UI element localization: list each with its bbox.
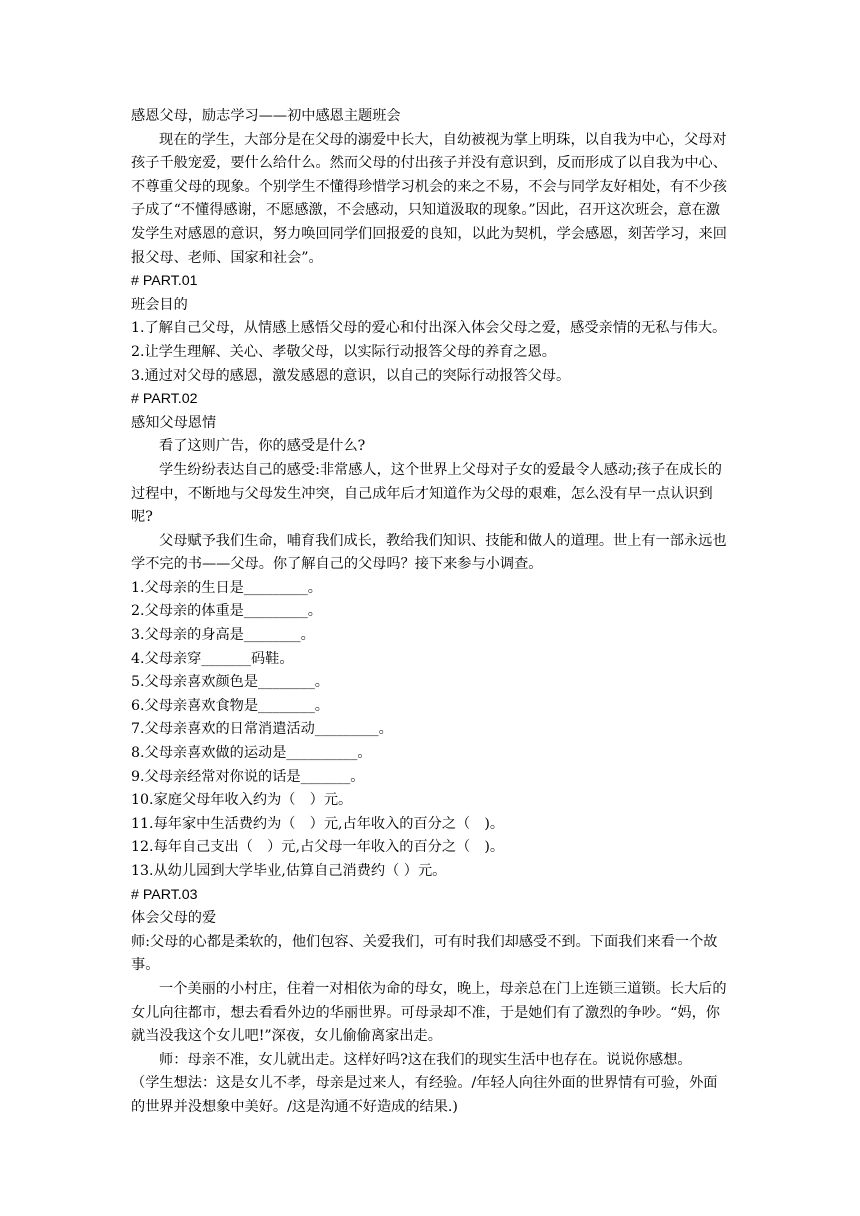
survey-item: 12.每年自己支出（ ）元,占父母一年收入的百分之（ )。: [131, 839, 505, 856]
objective-item: 2.让学生理解、关心、孝敬父母，以实际行动报答父母的养育之恩。: [131, 343, 556, 360]
survey-item: 8.父母亲喜欢做的运动是__________。: [131, 745, 372, 762]
part3-heading: # PART.03: [131, 886, 198, 903]
part2-paragraph-3: 父母赋予我们生命，哺育我们成长，教给我们知识、技能和做人的道理。世上有一部永远也学不完的书——父母。你了解自己的父母吗？接下来参与小调查。: [131, 532, 727, 573]
part2-paragraph-2: 学生纷纷表达自己的感受:非常感人，这个世界上父母对子女的爱最令人感动;孩子在成长的过程中，不断地与父母发生冲突，自己成年后才知道作为父母的艰难，怎么没有早一点认识到呢?: [131, 461, 722, 526]
part2-subheading: 感知父母恩情: [131, 414, 217, 431]
survey-item: 4.父母亲穿_______码鞋。: [131, 650, 294, 667]
document-title: 感恩父母，励志学习——初中感恩主题班会: [131, 108, 401, 124]
document-body: [131, 105, 731, 1120]
survey-item: 5.父母亲喜欢颜色是________。: [131, 674, 329, 691]
objective-item: 1.了解自己父母，从情感上感悟父母的爱心和付出深入体会父母之爱，感受亲情的无私与伟大。: [131, 320, 727, 337]
objective-item: 3.通过对父母的感恩，激发感恩的意识，以自己的突际行动报答父母。: [131, 367, 571, 384]
survey-item: 11.每年家中生活费约为（ ）元,占年收入的百分之（ )。: [131, 815, 505, 832]
intro-paragraph: 现在的学生，大部分是在父母的溺爱中长大，自幼被视为掌上明珠，以自我为中心，父母对孩子千般宠爱，要什么给什么。然而父母的付出孩子并没有意识到，反而形成了以自我为中心、不尊重父母的现象。个别学生不懂得珍惜学习机会的来之不易，不会与同学友好相处，有不少孩子成了“不懂得感谢，不愿感激，不会感动，只知道汲取的现象。”因此，召开这次班会，意在激发学生对感恩的意识，努力唤回同学们回报爱的良知，以此为契机，学会感恩，刻苦学习，来回报父母、老师、国家和社会”。: [131, 131, 727, 266]
survey-item: 10.家庭父母年收入约为（ ）元。: [131, 792, 353, 809]
survey-item: 1.父母亲的生日是_________。: [131, 579, 322, 596]
survey-item: 9.父母亲经常对你说的话是_______。: [131, 768, 365, 785]
survey-item: 13.从幼儿园到大学毕业,估算自己消费约（ ）元。: [131, 863, 447, 879]
part1-heading: # PART.01: [131, 273, 198, 290]
survey-item: 6.父母亲喜欢食物是________。: [131, 697, 329, 714]
survey-item: 7.父母亲喜欢的日常消遣活动_________。: [131, 721, 393, 738]
part1-subheading: 班会目的: [131, 296, 188, 313]
survey-item: 2.父母亲的体重是_________。: [131, 603, 322, 620]
part3-paragraph-4: （学生想法：这是女儿不孝，母亲是过来人，有经验。/年轻人向往外面的世界情有可验，外面的世界并没想象中美好。/这是沟通不好造成的结果.): [131, 1075, 718, 1115]
part2-heading: # PART.02: [131, 391, 198, 408]
part3-paragraph-2: 一个美丽的小村庄，住着一对相依为命的母女，晚上，母亲总在门上连锁三道锁。长大后的女儿向往都市，想去看看外边的华丽世界。可母录却不准，于是她们有了激烈的争吵。“妈，你就当没我这个女儿吧!”深夜，女儿偷偷离家出走。: [131, 980, 727, 1045]
part2-paragraph-1: 看了这则广告，你的感受是什么?: [159, 438, 366, 455]
part3-paragraph-3: 师：母亲不准，女儿就出走。这样好吗?这在我们的现实生活中也存在。说说你感想。: [159, 1051, 692, 1068]
part3-subheading: 体会父母的爱: [131, 910, 217, 927]
survey-item: 3.父母亲的身高是________。: [131, 627, 315, 644]
part3-paragraph-1: 师:父母的心都是柔软的，他们包容、关爱我们，可有时我们却感受不到。下面我们来看一个故事。: [131, 933, 718, 974]
